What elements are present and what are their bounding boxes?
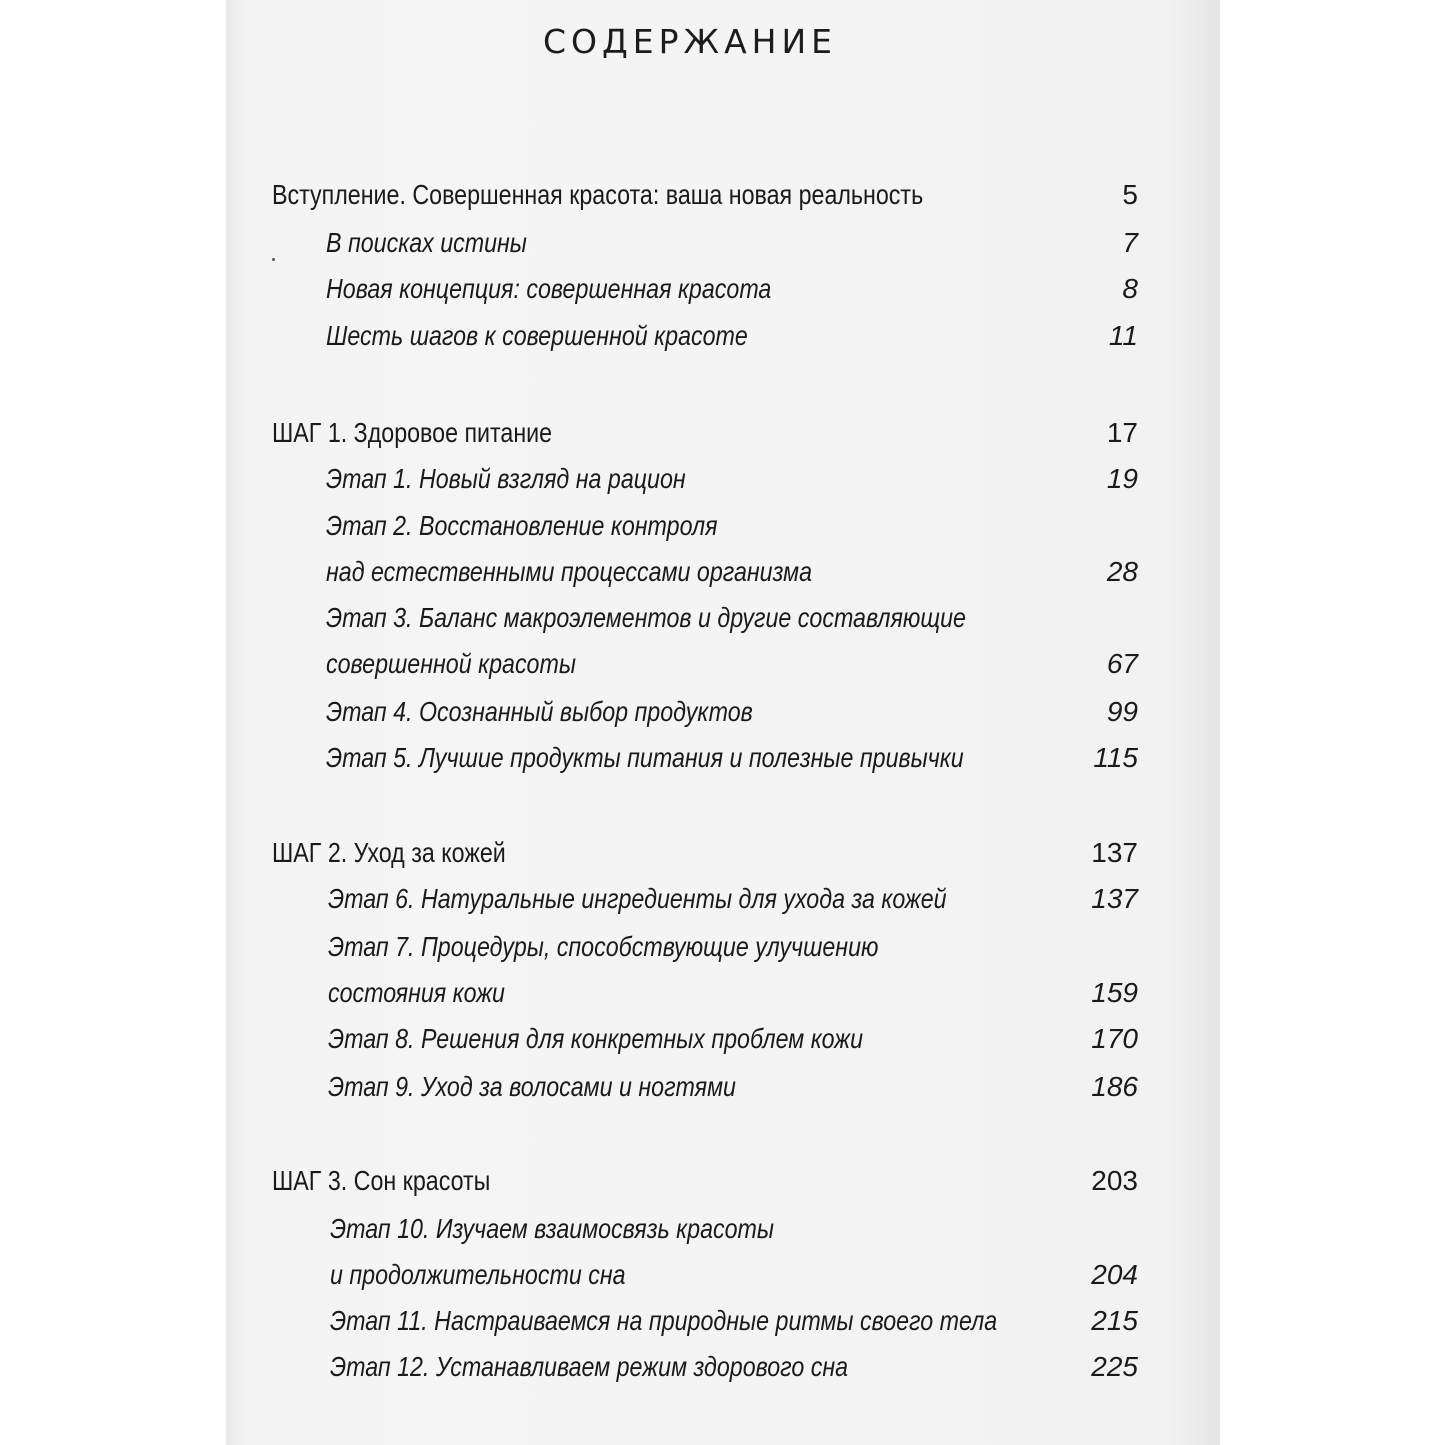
toc-entry-stage-10-cont: и продолжительности сна bbox=[330, 1259, 626, 1290]
toc-page-stage-6: 137 bbox=[1091, 883, 1138, 914]
toc-page-intro: 5 bbox=[1122, 179, 1138, 210]
toc-page-concept: 8 bbox=[1122, 273, 1138, 304]
toc-entry-stage-6: Этап 6. Натуральные ингредиенты для ухода за кожей bbox=[328, 883, 947, 914]
book-page bbox=[226, 0, 1220, 1445]
toc-entry-stage-7: Этап 7. Процедуры, способствующие улучшению bbox=[328, 931, 879, 962]
toc-entry-six-steps: Шесть шагов к совершенной красоте bbox=[326, 320, 748, 351]
page-title: СОДЕРЖАНИЕ bbox=[542, 22, 838, 61]
toc-page-step-2: 137 bbox=[1091, 837, 1138, 868]
toc-page-stage-7: 159 bbox=[1091, 977, 1138, 1008]
toc-page-stage-1: 19 bbox=[1106, 463, 1138, 494]
toc-page-stage-3: 67 bbox=[1106, 648, 1138, 679]
toc-entry-stage-2-cont: над естественными процессами организма bbox=[326, 556, 813, 587]
toc-page-stage-10: 204 bbox=[1091, 1259, 1138, 1290]
toc-entry-stage-8: Этап 8. Решения для конкретных проблем кожи bbox=[328, 1023, 863, 1054]
toc-entry-truth: В поисках истины bbox=[326, 227, 527, 258]
toc-entry-stage-7-cont: состояния кожи bbox=[328, 977, 505, 1008]
toc-page-stage-9: 186 bbox=[1091, 1071, 1138, 1102]
toc-entry-stage-10: Этап 10. Изучаем взаимосвязь красоты bbox=[330, 1213, 775, 1244]
toc-page-stage-8: 170 bbox=[1091, 1023, 1138, 1054]
toc-page-step-3: 203 bbox=[1091, 1165, 1138, 1196]
toc-entry-stage-3: Этап 3. Баланс макроэлементов и другие составляющие bbox=[326, 602, 966, 633]
toc-page-stage-12: 225 bbox=[1091, 1351, 1138, 1382]
toc-entry-stage-4: Этап 4. Осознанный выбор продуктов bbox=[326, 696, 753, 727]
print-speck bbox=[272, 258, 275, 261]
toc-entry-stage-9: Этап 9. Уход за волосами и ногтями bbox=[328, 1071, 736, 1102]
toc-entry-step-1: ШАГ 1. Здоровое питание bbox=[272, 417, 553, 448]
toc-entry-intro: Вступление. Совершенная красота: ваша новая реальность bbox=[272, 179, 924, 210]
toc-page-stage-4: 99 bbox=[1106, 696, 1138, 727]
toc-entry-stage-2: Этап 2. Восстановление контроля bbox=[326, 510, 718, 541]
toc-page-truth: 7 bbox=[1122, 227, 1138, 258]
toc-page-six-steps: 11 bbox=[1108, 320, 1138, 351]
toc-entry-step-2: ШАГ 2. Уход за кожей bbox=[272, 837, 506, 868]
toc-entry-stage-3-cont: совершенной красоты bbox=[326, 648, 576, 679]
toc-entry-stage-12: Этап 12. Устанавливаем режим здорового сна bbox=[330, 1351, 849, 1382]
toc-entry-stage-1: Этап 1. Новый взгляд на рацион bbox=[326, 463, 686, 494]
toc-page-stage-11: 215 bbox=[1091, 1305, 1138, 1336]
toc-entry-concept: Новая концепция: совершенная красота bbox=[326, 273, 772, 304]
toc-page-stage-2: 28 bbox=[1106, 556, 1138, 587]
toc-entry-stage-11: Этап 11. Настраиваемся на природные ритмы своего тела bbox=[330, 1305, 998, 1336]
toc-page-stage-5: 115 bbox=[1093, 742, 1138, 773]
toc-entry-stage-5: Этап 5. Лучшие продукты питания и полезные привычки bbox=[326, 742, 964, 773]
toc-page-step-1: 17 bbox=[1106, 417, 1138, 448]
toc-entry-step-3: ШАГ 3. Сон красоты bbox=[272, 1165, 491, 1196]
